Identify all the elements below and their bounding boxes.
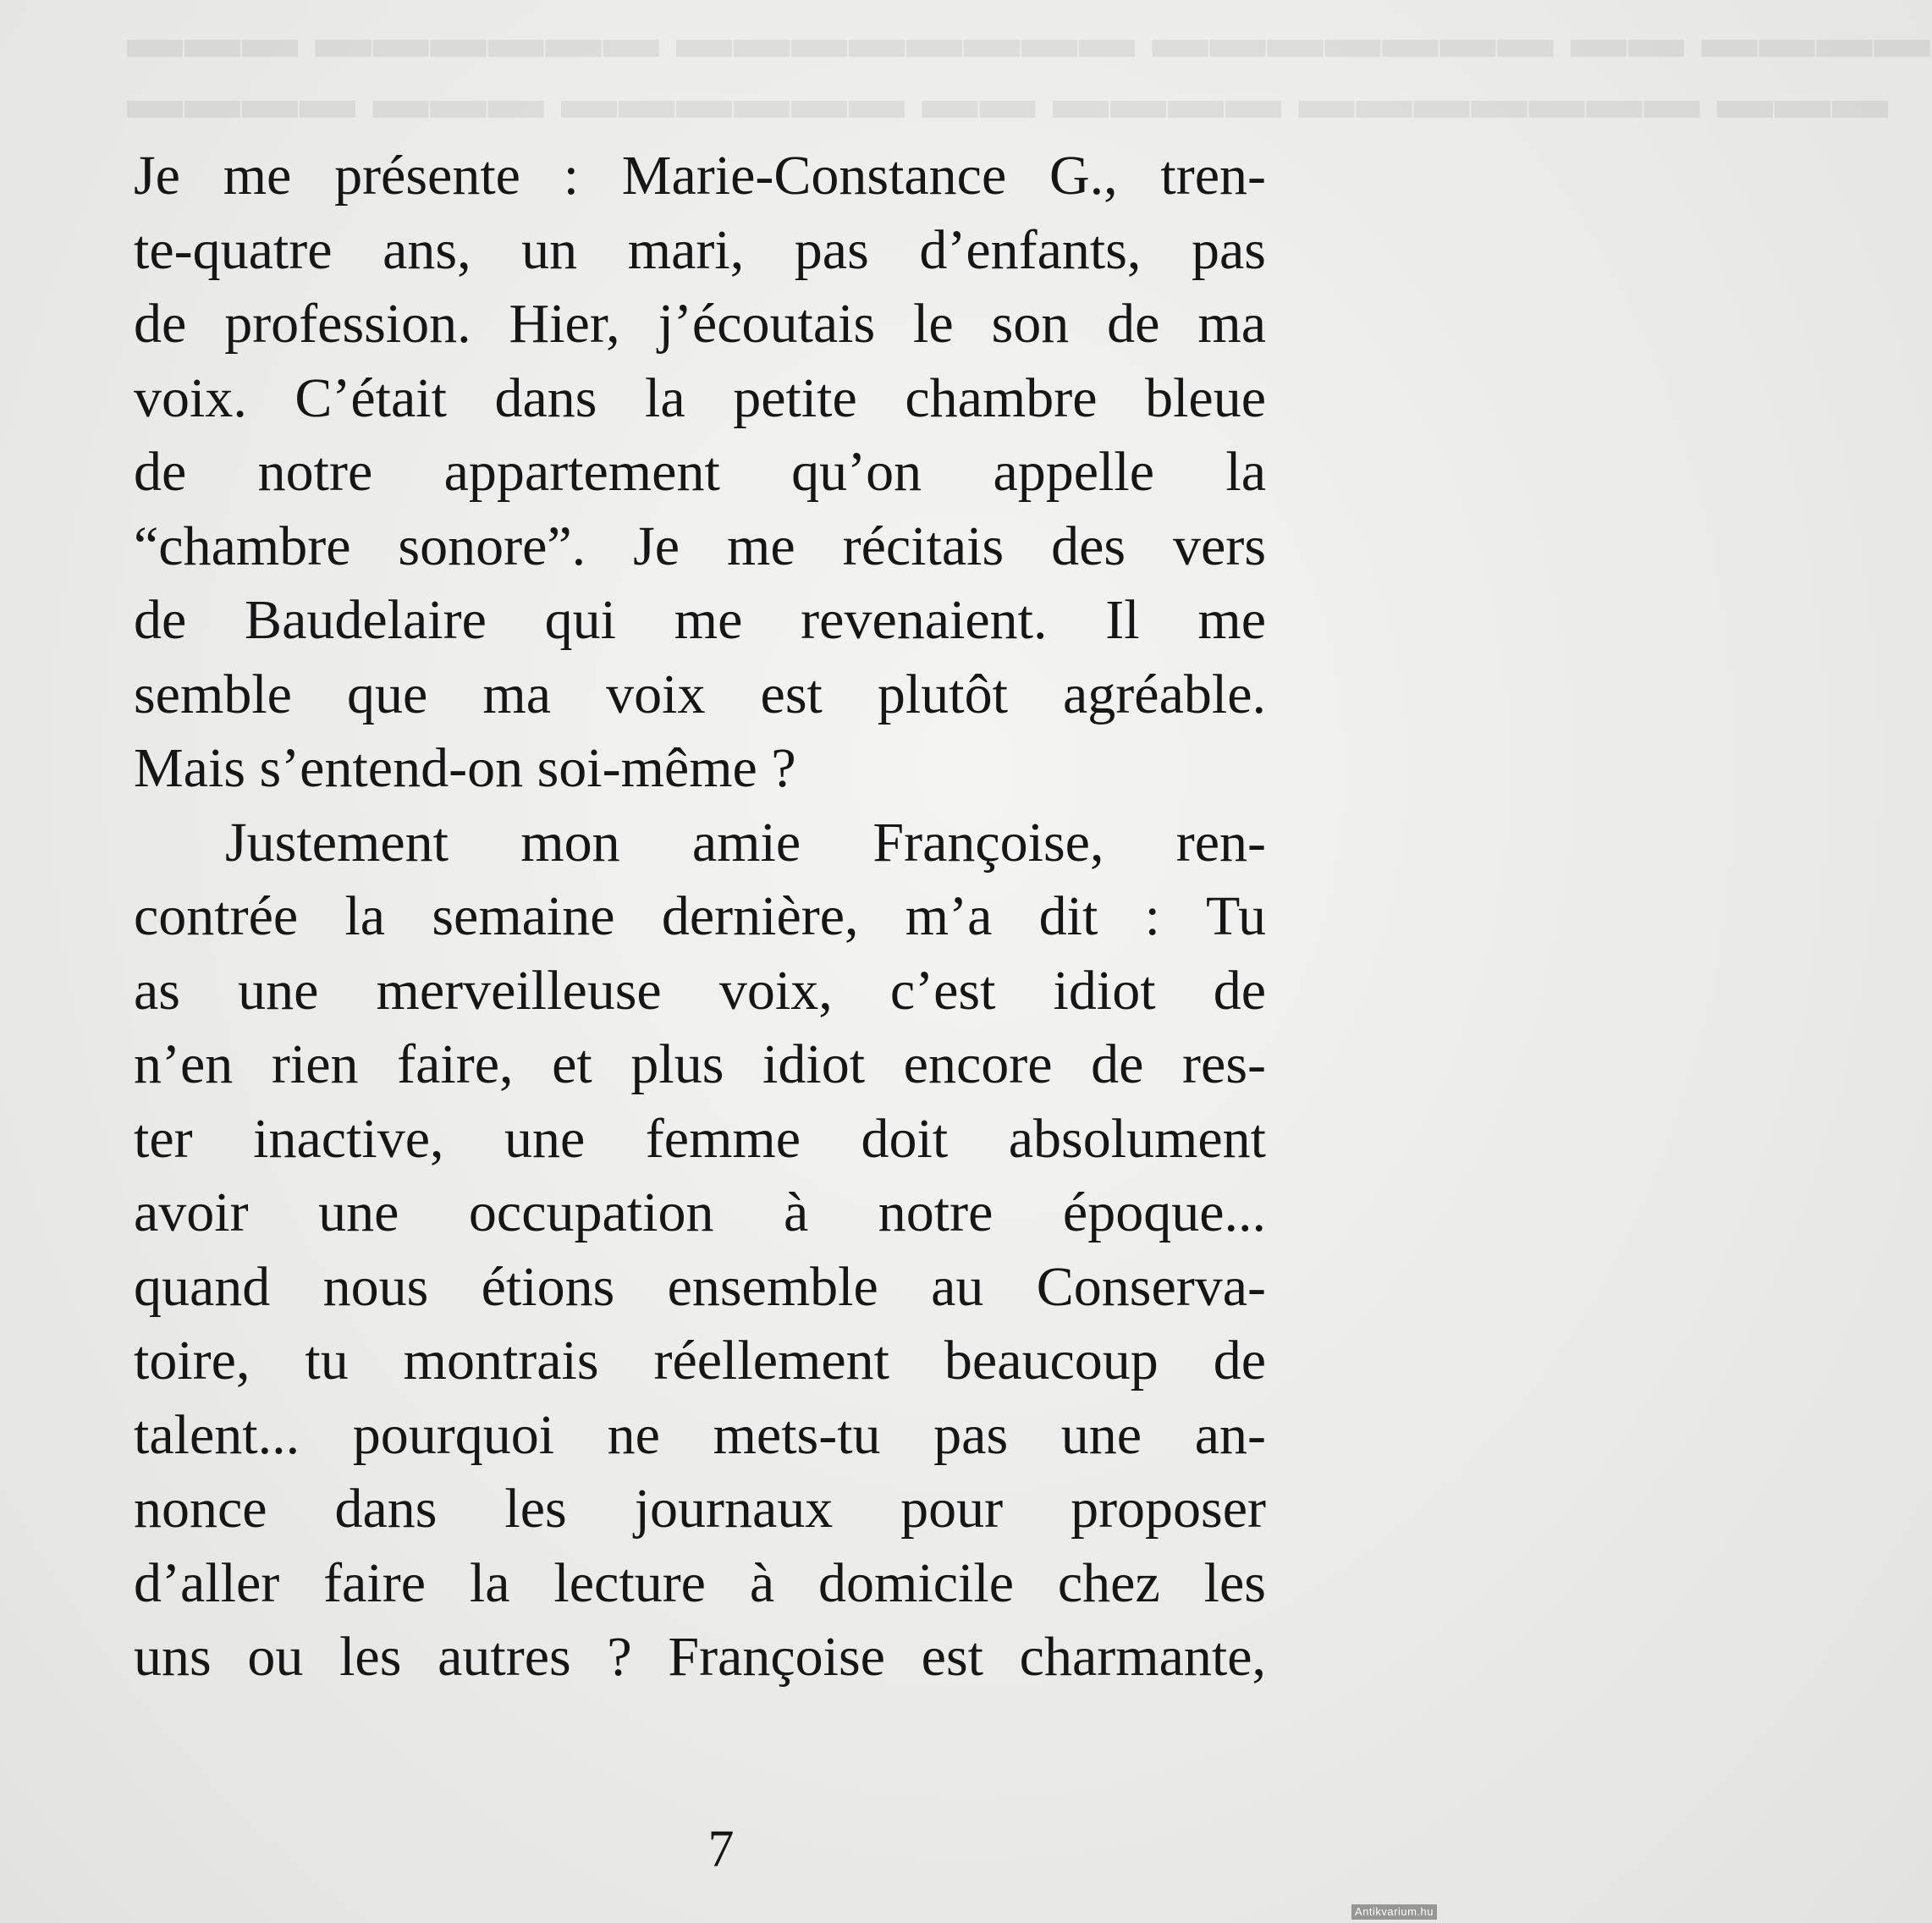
text-line: Je me présente : Marie-Constance G., tren- — [134, 145, 1266, 207]
text-line: n’en rien faire, et plus idiot encore de res- — [134, 1033, 1266, 1095]
body-text — [134, 139, 1266, 1694]
text-line: uns ou les autres ? Françoise est charmante, — [134, 1626, 1266, 1688]
text-line: toire, tu montrais réellement beaucoup de — [134, 1330, 1266, 1391]
watermark: Antikvarium.hu — [1351, 1904, 1437, 1920]
text-line: d’aller faire la lecture à domicile chez les — [134, 1551, 1266, 1614]
text-line: ter inactive, une femme doit absolument — [134, 1107, 1266, 1170]
text-line: nonce dans les journaux pour proposer — [134, 1478, 1266, 1540]
text-line: Justement mon amie Françoise, ren- — [225, 811, 1266, 873]
text-line: voix. C’était dans la petite chambre bleue — [134, 366, 1266, 429]
page-number: 7 — [707, 1821, 735, 1878]
text-line: Mais s’entend-on soi-même ? — [134, 737, 796, 799]
text-line: contrée la semaine dernière, m’a dit : Tu — [134, 885, 1266, 947]
text-line: te-quatre ans, un mari, pas d’enfants, pas — [134, 218, 1266, 281]
text-line: “chambre sonore”. Je me récitais des vers — [134, 515, 1266, 577]
text-line: as une merveilleuse voix, c’est idiot de — [134, 959, 1266, 1022]
text-line: de profession. Hier, j’écoutais le son de ma — [134, 293, 1266, 355]
paragraph-1 — [134, 139, 1266, 806]
show-through-text: ▬▬▬ ▬▬▬▬▬▬ ▬▬▬▬▬▬▬▬ ▬▬▬▬▬▬▬ ▬▬ ▬▬▬▬ ▬▬▬▬ ▬▬▬ ▬▬▬▬▬▬ ▬▬ ▬▬▬▬ ▬▬▬▬▬▬▬ ▬▬▬ — [127, 8, 1932, 130]
text-line: semble que ma voix est plutôt agréable. — [134, 663, 1266, 725]
text-line: talent... pourquoi ne mets-tu pas une an- — [134, 1403, 1266, 1466]
text-line: quand nous étions ensemble au Conserva- — [134, 1255, 1266, 1318]
paragraph-2 — [134, 806, 1266, 1694]
text-line: avoir une occupation à notre époque... — [134, 1182, 1266, 1243]
text-line: de notre appartement qu’on appelle la — [134, 441, 1266, 503]
text-line: de Baudelaire qui me revenaient. Il me — [134, 589, 1266, 651]
